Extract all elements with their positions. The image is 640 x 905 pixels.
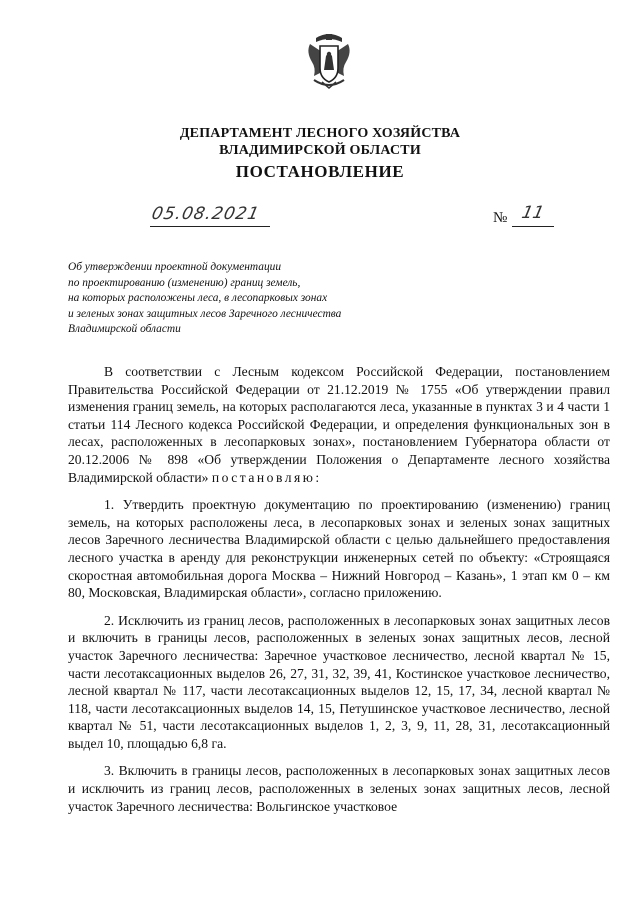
item-1: 1. Утвердить проектную документацию по проектированию (изменению) границ земель, на которых расположены леса, в лесопарковых зонах и зеленых зонах защитных лесов Заречного лесничества Владимирской области с целью дальнейшего предоставления лесного участка в аренду для реконструкции инженерных сетей по объекту: «Строящаяся скоростная автомобильная дорога Москва – Нижний Новгород – Казань», 1 этап км 0 – км 80, Московская, Владимирская области», согласно приложению. <box>68 497 610 601</box>
preamble-paragraph <box>68 363 610 486</box>
department-name-line1: ДЕПАРТАМЕНТ ЛЕСНОГО ХОЗЯЙСТВА <box>179 126 461 141</box>
document-type: ПОСТАНОВЛЕНИЕ <box>235 162 405 181</box>
document-date: 05.08.2021 <box>149 204 262 224</box>
item-2: 2. Исключить из границ лесов, расположенных в лесопарковых зонах защитных лесов и включить в границы лесов, расположенных в зеленых зонах защитных лесов, лесной участок Заречного лесничества: Заречное участковое лесничество, лесной квартал № 15, части лесотаксационных выделов 26, 27, 31, 32, 39, 41, Костинское участковое лесничество, лесной квартал № 117, части лесотаксационных выделов 12, 15, 17, 34, лесной квартал № 118, части лесотаксационных выделов 14, 15, Петушинское участковое лесничество, лесной квартал № 51, части лесотаксационных выделов 1, 2, 3, 9, 11, 28, 31, лесотаксационный выдел 10, площадью 6,8 га. <box>68 612 610 751</box>
document-subject <box>68 260 428 338</box>
subject-line: Об утверждении проектной документации <box>68 261 282 273</box>
department-name-line2: ВЛАДИМИРСКОЙ ОБЛАСТИ <box>219 143 421 158</box>
preamble-text: В соответствии с Лесным кодексом Российской Федерации, постановлением Правительства Российской Федерации от 21.12.2019 № 1755 «Об утверждении правил изменения границ земель, на которых располагаются леса, указанные в пунктах 3 и 4 части 1 статьи 114 Лесного кодекса Российской Федерации, и определения функциональных зон в лесах, расположенных в лесопарковых зонах», постановлением Губернатора области от 20.12.2006 № 898 «Об утверждении Положения о Департаменте лесного хозяйства Владимирской области» <box>68 364 610 485</box>
date-underline <box>150 226 270 227</box>
number-underline <box>512 226 554 227</box>
document-number: 11 <box>519 203 546 223</box>
decree-word: постановляю: <box>211 469 322 485</box>
item-3: 3. Включить в границы лесов, расположенных в лесопарковых зонах защитных лесов и исключить из границ лесов, расположенных в зеленых зонах защитных лесов, лесной участок Заречного лесничества: Вольгинское участковое <box>68 763 610 814</box>
number-label: № <box>493 210 508 226</box>
subject-line: и зеленых зонах защитных лесов Заречного лесничества <box>68 307 342 320</box>
coat-of-arms-icon <box>302 32 356 90</box>
document-body <box>68 363 610 825</box>
subject-line: Владимирской области <box>68 323 181 335</box>
subject-line: по проектированию (изменению) границ земель, <box>68 276 301 289</box>
subject-line: на которых расположены леса, в лесопарковых зонах <box>68 292 328 304</box>
